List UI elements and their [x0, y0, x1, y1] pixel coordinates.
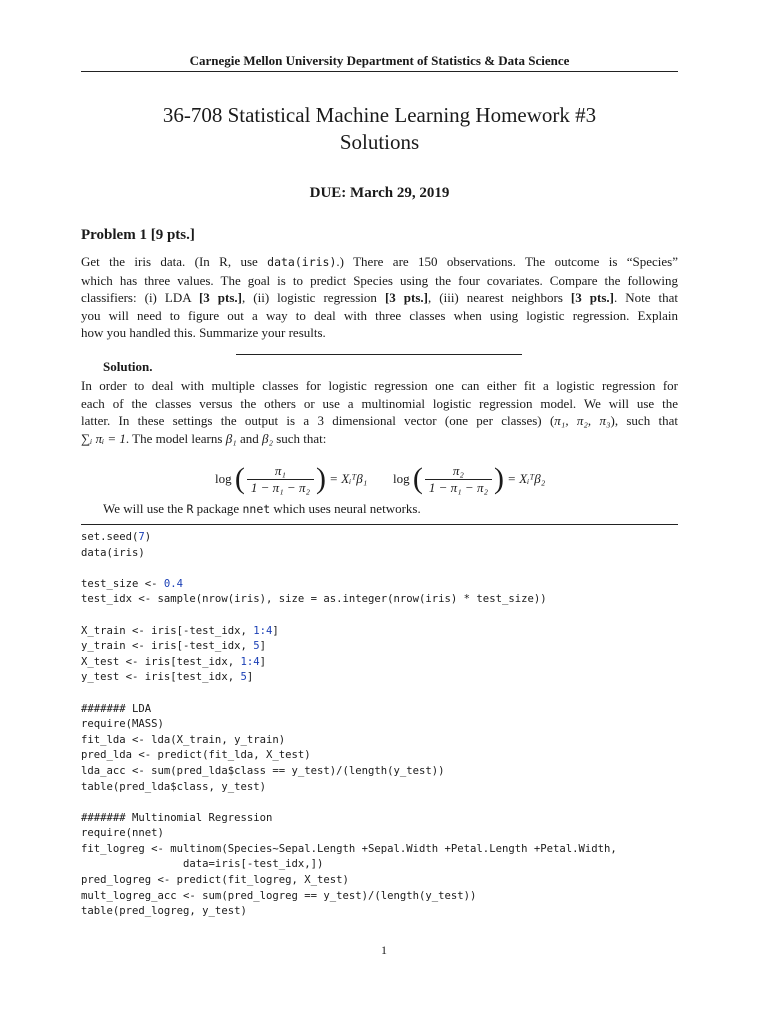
- code-line: [81, 561, 617, 577]
- fraction-2: $\frac{\text{π₂}}{\text{1 − π₁ − π₂}}$: [425, 463, 492, 496]
- code-line: fit_lda <- lda(X_train, y_train): [81, 733, 286, 746]
- problem-statement: [81, 253, 678, 342]
- code-line: pred_logreg <- predict(fit_logreg, X_test): [81, 874, 349, 887]
- code-line: table(pred_logreg, y_test): [81, 905, 247, 918]
- code-line: [81, 795, 617, 811]
- code-line: ####### LDA: [81, 702, 152, 715]
- code-divider: [81, 524, 678, 525]
- code-line: pred_lda <- predict(fit_lda, X_test): [81, 749, 311, 762]
- problem-line-5: how you handled this. Summarize your results.: [81, 325, 326, 340]
- solution-text: [81, 377, 678, 447]
- code-line: y_train <- iris[-test_idx, 5]: [81, 640, 266, 653]
- code-line: mult_logreg_acc <- sum(pred_logreg == y_test)/(length(y_test)): [81, 889, 477, 902]
- equation-left: log ( $\frac{\text{π₁}}{\text{1 − π₁ − π₂}}$ ) = Xᵢᵀβ₁: [215, 462, 368, 495]
- problem-heading: Problem 1 [9 pts.]: [81, 227, 195, 243]
- code-line: [81, 686, 617, 702]
- logit-equation: [215, 459, 575, 499]
- code-line: data=iris[-test_idx,]): [81, 858, 324, 871]
- code-line: test_idx <- sample(nrow(iris), size = as.integer(nrow(iris) * test_size)): [81, 593, 547, 606]
- problem-line-2: which has three values. The goal is to predict Species using the four covariates. Compare the following: [81, 272, 678, 288]
- code-line: y_test <- iris[test_idx, 5]: [81, 671, 254, 684]
- package-note: We will use the R package nnet which uses neural networks.: [103, 501, 421, 516]
- solution-label: Solution.: [103, 359, 153, 374]
- code-line: lda_acc <- sum(pred_lda$class == y_test)/(length(y_test)): [81, 764, 445, 777]
- code-line: [81, 608, 617, 624]
- code-line: fit_logreg <- multinom(Species~Sepal.Length +Sepal.Width +Petal.Length +Petal.Width,: [81, 842, 617, 855]
- code-line: set.seed(7): [81, 531, 152, 543]
- document-title: [81, 102, 678, 156]
- header-rule: [81, 71, 678, 72]
- code-line: data(iris): [81, 546, 145, 559]
- solution-line-3: latter. In these settings the output is a 3 dimensional vector (one per classes) (π₁, π₂, π₃), such that: [81, 413, 678, 428]
- code-line: ####### Multinomial Regression: [81, 811, 273, 824]
- code-line: test_size <- 0.4: [81, 577, 184, 590]
- code-line: X_train <- iris[-test_idx, 1:4]: [81, 624, 279, 637]
- code-line: require(nnet): [81, 827, 164, 840]
- problem-line-1: Get the iris data. (In R, use data(iris).) There are 150 observations. The outcome is “Species”: [81, 254, 678, 269]
- problem-line-4: you will need to figure out a way to deal with three classes when using logistic regression. Explain: [81, 307, 678, 323]
- problem-line-3: classifiers: (i) LDA [3 pts.], (ii) logistic regression [3 pts.], (iii) nearest neighbors [3 pts.]. Note that: [81, 290, 679, 305]
- title-line-2: Solutions: [339, 130, 420, 154]
- code-line: require(MASS): [81, 718, 164, 731]
- page-number: 1: [381, 943, 387, 957]
- solution-divider: [236, 354, 522, 355]
- due-date: DUE: March 29, 2019: [309, 185, 450, 201]
- equation-right: log ( $\frac{\text{π₂}}{\text{1 − π₁ − π₂}}$ ) = Xᵢᵀβ₂: [393, 462, 546, 495]
- code-block: [81, 530, 617, 920]
- solution-line-2: each of the classes versus the others or use a multinomial logistic regression model. We will use the: [81, 395, 678, 411]
- fraction-1: $\frac{\text{π₁}}{\text{1 − π₁ − π₂}}$: [247, 463, 314, 496]
- running-header: Carnegie Mellon University Department of Statistics & Data Science: [189, 53, 570, 68]
- solution-line-4: ∑ᵢ πᵢ = 1. The model learns β₁ and β₂ such that:: [81, 430, 327, 446]
- code-line: table(pred_lda$class, y_test): [81, 780, 266, 793]
- inline-code: data(iris): [267, 255, 337, 269]
- title-line-1: 36-708 Statistical Machine Learning Homework #3: [162, 103, 597, 127]
- solution-line-1: In order to deal with multiple classes for logistic regression one can either fit a logistic regression for: [81, 378, 678, 393]
- code-line: X_test <- iris[test_idx, 1:4]: [81, 655, 266, 668]
